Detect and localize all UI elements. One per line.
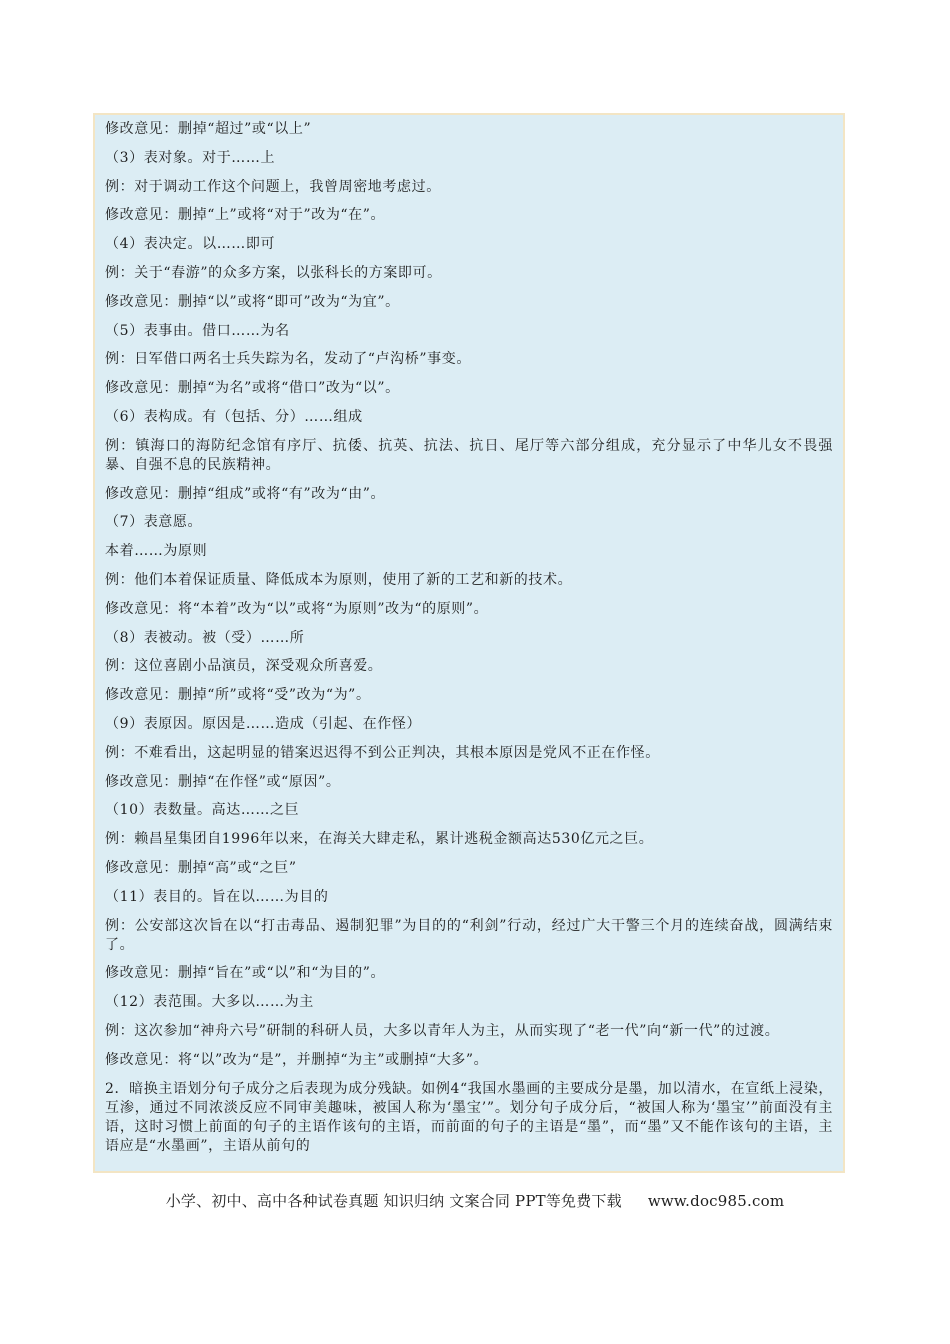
example-line: 例：日军借口两名士兵失踪为名，发动了“卢沟桥”事变。	[105, 351, 471, 368]
revision-note: 修改意见：删掉“高”或“之巨”	[105, 859, 297, 876]
text-line: 修改意见：删掉“超过”或“以上”	[105, 121, 312, 137]
section-heading: （10）表数量。高达……之巨	[105, 802, 300, 819]
section-heading: （5）表事由。借口……为名	[105, 322, 290, 339]
page-footer	[0, 1190, 950, 1211]
revision-note: 修改意见：将“本着”改为“以”或将“为原则”改为“的原则”。	[105, 600, 489, 617]
revision-note: 修改意见：删掉“为名”或将“借口”改为“以”。	[105, 380, 400, 397]
revision-note: 修改意见：删掉“上”或将“对于”改为“在”。	[105, 207, 386, 224]
revision-note: 修改意见：删掉“在作怪”或“原因”。	[105, 773, 341, 790]
revision-note: 修改意见：删掉“旨在”或“以”和“为目的”。	[105, 965, 386, 982]
section-heading: （9）表原因。原因是……造成（引起、在作怪）	[105, 715, 422, 732]
revision-note: 修改意见：删掉“以”或将“即可”改为“为宜”。	[105, 293, 400, 310]
example-paragraph: 例：这次参加“神舟六号”研制的科研人员，大多以青年人为主，从而实现了“老一代”向“新一代”的过渡。	[105, 1022, 780, 1039]
footer-site-link[interactable]: www.doc985.com	[647, 1192, 785, 1210]
revision-note: 修改意见：删掉“所”或将“受”改为“为”。	[105, 687, 371, 704]
section-heading: （7）表意愿。	[105, 514, 203, 531]
pattern-line: 本着……为原则	[105, 543, 208, 560]
example-line: 例：关于“春游”的众多方案，以张科长的方案即可。	[105, 264, 442, 281]
revision-note: 修改意见：将“以”改为“是”，并删掉“为主”或删掉“大多”。	[105, 1051, 489, 1068]
section-heading: （4）表决定。以……即可	[105, 236, 276, 253]
revision-note: 修改意见：删掉“组成”或将“有”改为“由”。	[105, 485, 386, 502]
example-paragraph: 例：公安部这次旨在以“打击毒品、遏制犯罪”为目的的“利剑”行动，经过广大干警三个月的连续奋战，圆满结束了。	[105, 917, 833, 953]
example-line: 例：他们本着保证质量、降低成本为原则，使用了新的工艺和新的技术。	[105, 571, 573, 588]
content-panel	[93, 113, 845, 1173]
section-heading: （3）表对象。对于……上	[105, 149, 276, 166]
example-paragraph: 例：镇海口的海防纪念馆有序厅、抗倭、抗英、抗法、抗日、尾厅等六部分组成，充分显示了中华儿女不畏强暴、自强不息的民族精神。	[105, 437, 833, 473]
section-heading: （12）表范围。大多以……为主	[105, 994, 314, 1011]
example-line: 例：对于调动工作这个问题上，我曾周密地考虑过。	[105, 178, 441, 195]
example-line: 例：这位喜剧小品演员，深受观众所喜爱。	[105, 658, 383, 675]
example-line: 例：不难看出，这起明显的错案迟迟得不到公正判决，其根本原因是党风不正在作怪。	[105, 744, 660, 761]
section-heading: （8）表被动。被（受）……所	[105, 629, 305, 646]
section-heading: （11）表目的。旨在以……为目的	[105, 888, 329, 905]
example-line: 例：赖昌星集团自1996年以来，在海关大肆走私，累计逃税金额高达530亿元之巨。	[105, 831, 654, 848]
section-heading: （6）表构成。有（包括、分）……组成	[105, 408, 363, 425]
explanation-paragraph: 2．暗换主语划分句子成分之后表现为成分残缺。如例4“我国水墨画的主要成分是墨，加以清水，在宣纸上浸染，互渗，通过不同浓淡反应不同审美趣味，被国人称为‘墨宝’”。划分句子成分后，“被国人称为‘墨宝’”前面没有主语，这时习惯上前面的句子的主语作该句的主语，而前面的句子的主语是“墨”，而“墨”又不能作该句的主语，主语应是“水墨画”，主语从前句的	[105, 1080, 833, 1154]
footer-text: 小学、初中、高中各种试卷真题 知识归纳 文案合同 PPT等免费下载	[165, 1192, 622, 1210]
